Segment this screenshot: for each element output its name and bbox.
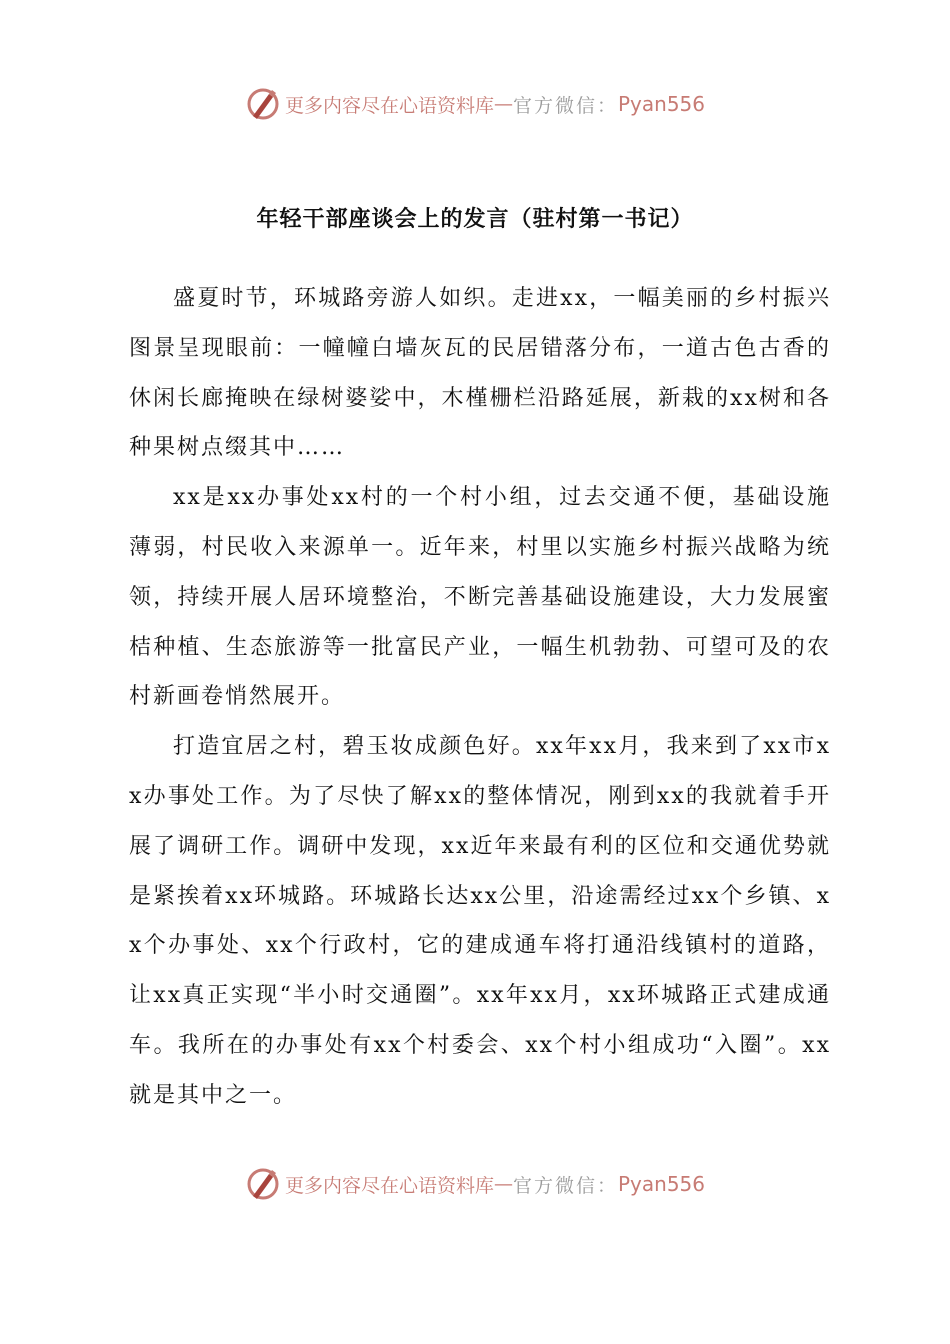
banner-wechat-label: 官方微信： xyxy=(512,94,618,117)
paragraph: xx是xx办事处xx村的一个村小组，过去交通不便，基础设施薄弱，村民收入来源单一。近年来，村里以实施乡村振兴战略为统领，持续开展人居环境整治，不断完善基础设施建设，大力发展蜜桔种植、生态旅游等一批富民产业，一幅生机勃勃、可望可及的农村新画卷悄然展开。 xyxy=(129,485,831,710)
banner-wechat-label: 官方微信： xyxy=(512,1174,618,1197)
banner-wechat-id: Pyan556 xyxy=(618,1172,706,1196)
header-watermark-banner xyxy=(0,84,950,124)
footer-watermark-banner xyxy=(0,1164,950,1204)
pen-logo-icon xyxy=(245,1166,281,1202)
document-body xyxy=(129,274,831,1121)
banner-wechat-id: Pyan556 xyxy=(618,92,706,116)
document-title: 年轻干部座谈会上的发言（驻村第一书记） xyxy=(256,207,694,232)
paragraph: 盛夏时节，环城路旁游人如织。走进xx，一幅美丽的乡村振兴图景呈现眼前：一幢幢白墙灰瓦的民居错落分布，一道古色古香的休闲长廊掩映在绿树婆娑中，木槿栅栏沿路延展，新栽的xx树和各种果树点缀其中…… xyxy=(129,286,831,461)
banner-text: 更多内容尽在心语资料库 xyxy=(284,1174,494,1197)
pen-logo-icon xyxy=(245,86,281,122)
banner-separator: — xyxy=(493,93,513,115)
banner-separator: — xyxy=(493,1173,513,1195)
paragraph: 打造宜居之村，碧玉妆成颜色好。xx年xx月，我来到了xx市xx办事处工作。为了尽快了解xx的整体情况，刚到xx的我就着手开展了调研工作。调研中发现，xx近年来最有利的区位和交通优势就是紧挨着xx环城路。环城路长达xx公里，沿途需经过xx个乡镇、xx个办事处、xx个行政村，它的建成通车将打通沿线镇村的道路，让xx真正实现“半小时交通圈”。xx年xx月，xx环城路正式建成通车。我所在的办事处有xx个村委会、xx个村小组成功“入圈”。xx就是其中之一。 xyxy=(129,734,831,1108)
banner-text: 更多内容尽在心语资料库 xyxy=(284,94,494,117)
